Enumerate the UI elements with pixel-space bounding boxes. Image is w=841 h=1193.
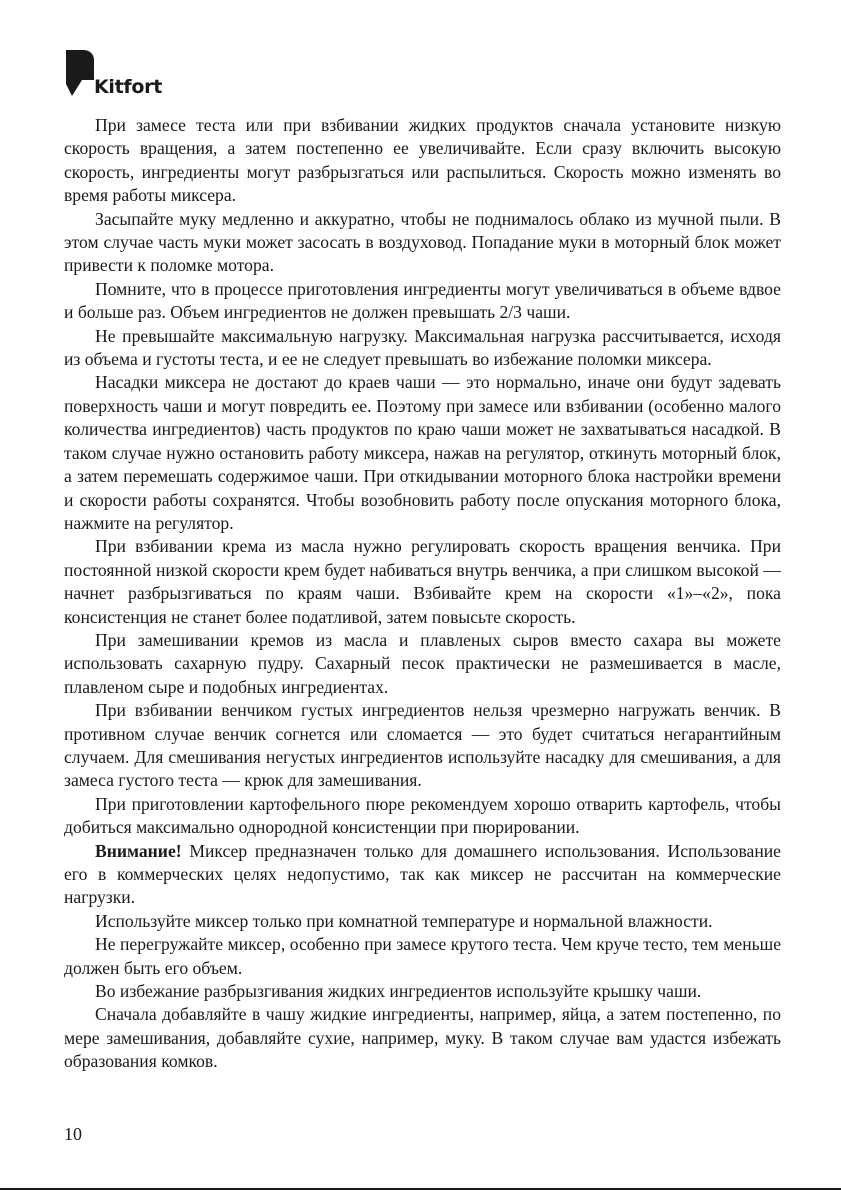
page-bottom-rule — [0, 1188, 841, 1190]
kitfort-logo — [64, 48, 204, 100]
paragraph: Не превышайте максимальную нагрузку. Максимальная нагрузка рассчитывается, исходя из объема и густоты теста, и ее не следует превышать во избежание поломки миксера. — [64, 325, 781, 370]
paragraph: Во избежание разбрызгивания жидких ингредиентов используйте крышку чаши. — [95, 981, 702, 1002]
paragraph: При приготовлении картофельного пюре рекомендуем хорошо отварить картофель, чтобы добиться максимально однородной консистенции при пюрировании. — [64, 793, 781, 838]
paragraph: При замесе теста или при взбивании жидких продуктов сначала установите низкую скорость вращения, а затем постепенно ее увеличивайте. Если сразу включить высокую скорость, ингредиенты могут разбрызгаться или распылиться. Скорость можно изменять во время работы миксера. — [64, 115, 781, 206]
warning-text: Миксер предназначен только для домашнего использования. Использование его в коммерческих целях недопустимо, так как миксер не рассчитан на коммерческие нагрузки. — [64, 840, 781, 908]
document-body — [64, 114, 781, 1074]
warning-paragraph — [64, 840, 781, 910]
paragraph: Используйте миксер только при комнатной температуре и нормальной влажности. — [95, 910, 713, 931]
page-number: 10 — [64, 1124, 82, 1144]
paragraph: Засыпайте муку медленно и аккуратно, чтобы не поднималось облако из мучной пыли. В этом случае часть муки может засосать в воздуховод. Попадание муки в моторный блок может привести к поломке мотора. — [64, 208, 781, 276]
kitfort-logo-icon — [64, 48, 94, 98]
paragraph: При взбивании крема из масла нужно регулировать скорость вращения венчика. При постоянной низкой скорости крем будет набиваться внутрь венчика, а при слишком высокой — начнет разбрызгиваться по краям чаши. Взбивайте крем на скорости «1»–«2», пока консистенция не станет более податливой, затем повысьте скорость. — [64, 536, 781, 627]
brand-name: Kitfort — [94, 76, 162, 98]
paragraph: Помните, что в процессе приготовления ингредиенты могут увеличиваться в объеме вдвое и больше раз. Объем ингредиентов не должен превышать 2/3 чаши. — [64, 278, 781, 323]
paragraph: При замешивании кремов из масла и плавленых сыров вместо сахара вы можете использовать сахарную пудру. Сахарный песок практически не размешивается в масле, плавленом сыре и подобных ингредиентах. — [64, 629, 781, 697]
paragraph: Насадки миксера не достают до краев чаши — это нормально, иначе они будут задевать поверхность чаши и могут повредить ее. Поэтому при замесе или взбивании (особенно малого количества ингредиентов) часть продуктов по краю чаши может не захватываться насадкой. В таком случае нужно остановить работу миксера, нажав на регулятор, откинуть моторный блок, а затем перемешать содержимое чаши. При откидывании моторного блока настройки времени и скорости работы сохранятся. Чтобы возобновить работу после опускания моторного блока, нажмите на регулятор. — [64, 372, 781, 533]
paragraph: Не перегружайте миксер, особенно при замесе крутого теста. Чем круче тесто, тем меньше должен быть его объем. — [64, 934, 781, 978]
warning-label: Внимание! — [95, 840, 182, 861]
paragraph: При взбивании венчиком густых ингредиентов нельзя чрезмерно нагружать венчик. В противном случае венчик согнется или сломается — это будет считаться негарантийным случаем. Для смешивания негустых ингредиентов используйте насадку для смешивания, а для замеса густого теста — крюк для замешивания. — [64, 700, 781, 791]
paragraph: Сначала добавляйте в чашу жидкие ингредиенты, например, яйца, а затем постепенно, по мере замешивания, добавляйте сухие, например, муку. В таком случае вам удастся избежать образования комков. — [64, 1004, 781, 1072]
